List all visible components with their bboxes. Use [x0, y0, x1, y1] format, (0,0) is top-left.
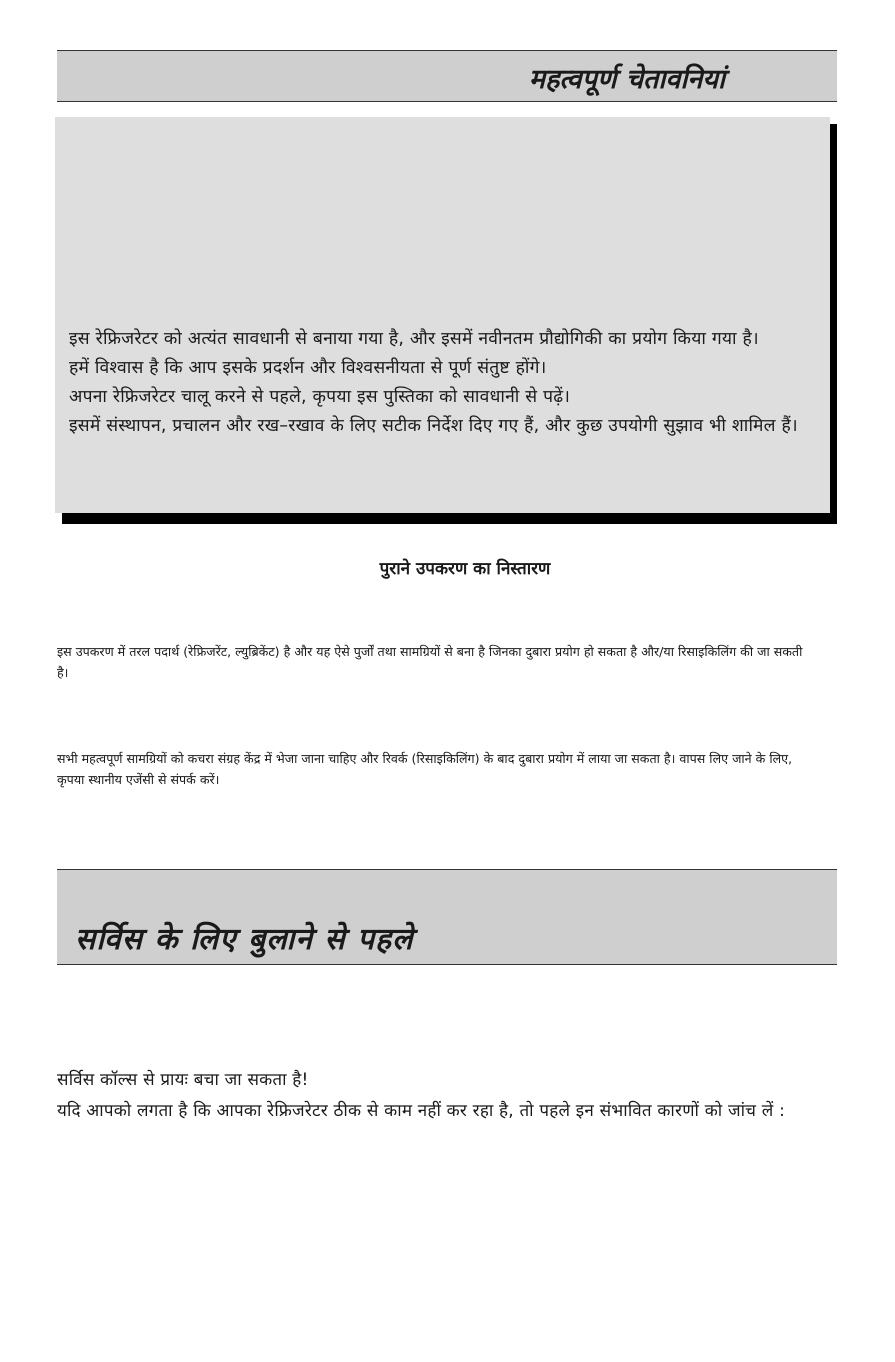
intro-paragraph: इसमें संस्थापन, प्रचालन और रख–रखाव के लिए सटीक निर्देश दिए गए हैं, और कुछ उपयोगी सुझाव भी शामिल हैं।: [69, 416, 798, 436]
disposal-title: पुराने उपकरण का निस्तारण: [379, 559, 551, 579]
intro-paragraph: इस रेफ्रिजरेटर को अत्यंत सावधानी से बनाया गया है, और इसमें नवीनतम प्रौद्योगिकी का प्रयोग किया गया है।: [69, 329, 759, 349]
service-paragraph: सर्विस कॉल्स से प्रायः बचा जा सकता है!: [57, 1070, 309, 1090]
warnings-title: महत्वपूर्ण चेतावनियां: [528, 64, 725, 95]
intro-box: [55, 117, 830, 513]
intro-paragraph: हमें विश्वास है कि आप इसके प्रदर्शन और विश्वसनीयता से पूर्ण संतुष्ट होंगे।: [69, 358, 547, 378]
service-paragraph: यदि आपको लगता है कि आपका रेफ्रिजरेटर ठीक से काम नहीं कर रहा है, तो पहले इन संभावित कारणों को जांच लें :: [57, 1101, 786, 1121]
service-header-bar: [57, 869, 837, 965]
intro-paragraph: अपना रेफ्रिजरेटर चालू करने से पहले, कृपया इस पुस्तिका को सावधानी से पढ़ें।: [69, 387, 571, 407]
disposal-paragraph: इस उपकरण में तरल पदार्थ (रेफ्रिजरेंट, ल्युब्रिकेंट) है और यह ऐसे पुर्जों तथा सामग्रियों से बना है जिनका दुबारा प्रयोग हो सकता है और/या रिसाइकिलिंग की जा सकती है।: [57, 644, 803, 680]
warnings-header-bar: [57, 50, 837, 102]
service-body: [57, 1068, 817, 1130]
disposal-paragraph: सभी महत्वपूर्ण सामग्रियों को कचरा संग्रह केंद्र में भेजा जाना चाहिए और रिवर्क (रिसाइकिलिंग) के बाद दुबारा प्रयोग में लाया जा सकता है। वापस लिए जाने के लिए, कृपया स्थानीय एजेंसी से संपर्क करें।: [57, 751, 793, 787]
service-title: सर्विस के लिए बुलाने से पहले: [75, 922, 414, 957]
